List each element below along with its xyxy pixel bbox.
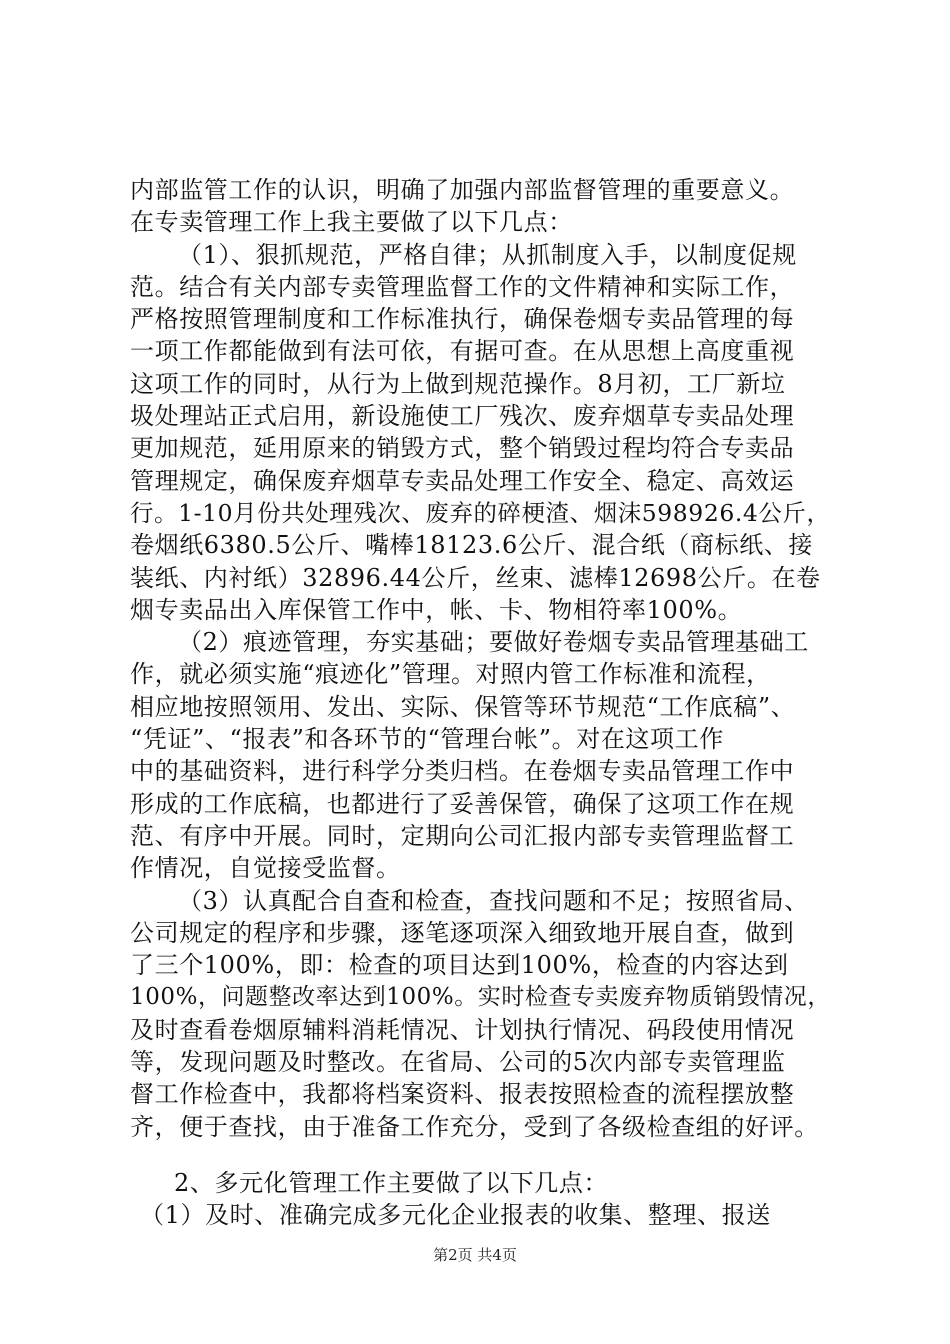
- text-line: 装纸、内衬纸）32896.44公斤，丝束、滤棒12698公斤。在卷: [130, 563, 821, 592]
- text-line: 内部监管工作的认识，明确了加强内部监督管理的重要意义。: [130, 176, 795, 204]
- text-line: 烟专卖品出入库保管工作中，帐、卡、物相符率100%。: [130, 595, 743, 624]
- text-line: 等，发现问题及时整改。在省局、公司的5次内部专卖管理监: [130, 1048, 786, 1077]
- text-line: 中的基础资料，进行科学分类归档。在卷烟专卖品管理工作中: [130, 757, 795, 786]
- paragraph-start-line: （2）痕迹管理，夯实基础；要做好卷烟专卖品管理基础工: [178, 628, 809, 657]
- text-line: 范。结合有关内部专卖管理监督工作的文件精神和实际工作，: [130, 272, 795, 301]
- paragraph-start-line: （1）及时、准确完成多元化企业报表的收集、整理、报送: [140, 1201, 771, 1230]
- text-line: 督工作检查中，我都将档案资料、报表按照检查的流程摆放整: [130, 1080, 795, 1109]
- text-line: 范、有序中开展。同时，定期向公司汇报内部专卖管理监督工: [130, 821, 795, 850]
- text-line: 这项工作的同时，从行为上做到规范操作。8月初，工厂新垃: [130, 369, 786, 398]
- text-line: 相应地按照领用、发出、实际、保管等环节规范“工作底稿”、: [130, 692, 796, 721]
- text-line: 圾处理站正式启用，新设施使工厂残次、废弃烟草专卖品处理: [130, 402, 795, 431]
- text-line: 在专卖管理工作上我主要做了以下几点：: [130, 208, 573, 237]
- text-line: 100%，问题整改率达到100%。实时检查专卖废弃物质销毁情况，: [130, 984, 831, 1011]
- text-line: 了三个100%，即：检查的项目达到100%，检查的内容达到: [130, 951, 789, 980]
- text-line: 行。1-10月份共处理残次、废弃的碎梗渣、烟沫598926.4公斤，: [130, 498, 831, 527]
- text-line: 一项工作都能做到有法可依，有据可查。在从思想上高度重视: [130, 337, 795, 366]
- text-line: 作，就必须实施“痕迹化”管理。对照内管工作标准和流程，: [130, 660, 771, 689]
- paragraph-gap: [130, 1143, 834, 1167]
- paragraph-start-line: （1）、狠抓规范，严格自律；从抓制度入手，以制度促规: [178, 240, 797, 269]
- section-heading: 2、多元化管理工作主要做了以下几点：: [174, 1168, 609, 1197]
- text-line: 管理规定，确保废弃烟草专卖品处理工作安全、稳定、高效运: [130, 466, 795, 495]
- text-line: 形成的工作底稿，也都进行了妥善保管，确保了这项工作在规: [130, 789, 795, 818]
- text-line: 作情况，自觉接受监督。: [130, 854, 401, 883]
- document-body: [130, 174, 834, 1232]
- text-line: 严格按照管理制度和工作标准执行，确保卷烟专卖品管理的每: [130, 305, 795, 334]
- text-line: 更加规范，延用原来的销毁方式，整个销毁过程均符合专卖品: [130, 434, 795, 463]
- text-line: 公司规定的程序和步骤，逐笔逐项深入细致地开展自查，做到: [130, 918, 795, 947]
- text-line: 及时查看卷烟原辅料消耗情况、计划执行情况、码段使用情况: [130, 1015, 795, 1044]
- text-line: “凭证”、“报表”和各环节的“管理台帐”。对在这项工作: [130, 725, 724, 754]
- text-line: 齐，便于查找，由于准备工作充分，受到了各级检查组的好评。: [130, 1112, 819, 1141]
- page-number-footer: 第2页 共4页: [433, 1246, 517, 1264]
- text-line: 卷烟纸6380.5公斤、嘴棒18123.6公斤、混合纸（商标纸、接: [130, 531, 814, 560]
- paragraph-start-line: （3）认真配合自查和检查，查找问题和不足；按照省局、: [178, 886, 809, 915]
